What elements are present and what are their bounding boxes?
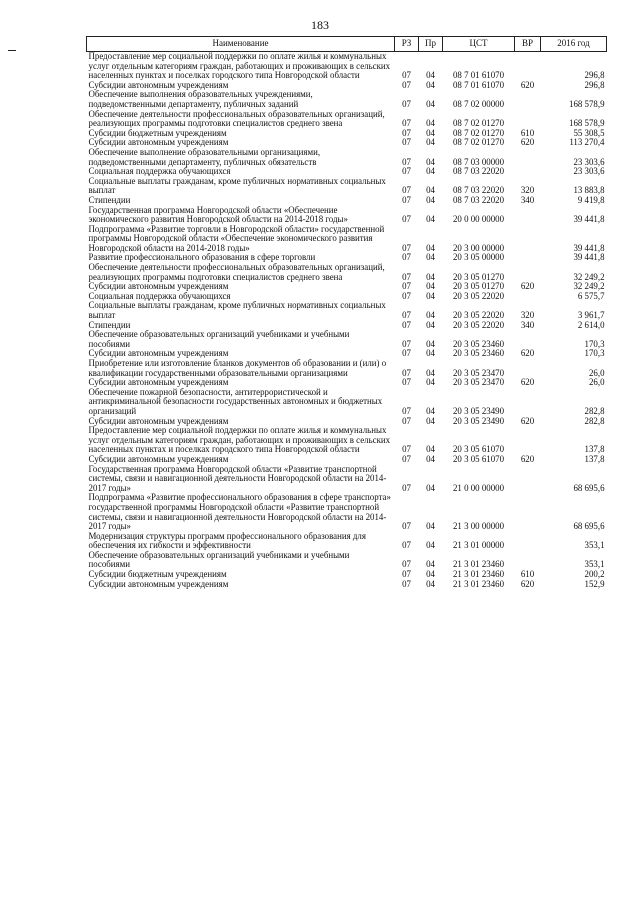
row-amount: 32 249,2 (573, 281, 605, 292)
row-cst: 20 3 05 22020 (452, 319, 505, 330)
row-vr: 620 (520, 348, 535, 359)
row-pr: 04 (426, 290, 435, 301)
row-amount: 168 578,9 (569, 118, 605, 129)
row-vr (515, 426, 541, 455)
row-rz: 07 (402, 453, 411, 464)
row-pr: 04 (426, 569, 435, 580)
table-row (87, 206, 607, 225)
row-name: Субсидии бюджетным учреждениям (88, 127, 227, 138)
row-amount: 26,0 (588, 367, 605, 378)
table-row (87, 330, 607, 349)
row-rz: 07 (402, 367, 411, 378)
row-pr: 04 (426, 127, 435, 138)
row-amount: 39 441,8 (573, 214, 605, 225)
row-vr (515, 148, 541, 167)
row-pr: 04 (426, 482, 435, 493)
row-cst: 08 7 03 00000 (452, 156, 505, 167)
header-year: 2016 год (541, 37, 607, 52)
row-rz: 07 (402, 156, 411, 167)
row-vr (515, 359, 541, 378)
row-amount: 296,8 (584, 79, 605, 90)
page-number: 183 (311, 18, 329, 32)
row-pr: 04 (426, 271, 435, 282)
header-name: Наименование (87, 37, 395, 52)
row-name: Субсидии автономным учреждениям (88, 79, 229, 90)
header-rz: РЗ (395, 37, 419, 52)
row-amount: 39 441,8 (573, 242, 605, 253)
row-name: Социальные выплаты гражданам, кроме публичных нормативных социальных выплат (88, 175, 386, 196)
row-name: Стипендии (88, 194, 131, 205)
row-rz: 07 (402, 242, 411, 253)
row-vr: 620 (520, 137, 535, 148)
row-name: Модернизация структуры программ профессионального образования для обеспечения их гибкости и эффективности (88, 530, 366, 551)
row-amount: 282,8 (584, 405, 605, 416)
row-vr (515, 330, 541, 349)
row-rz: 07 (402, 194, 411, 205)
row-vr (515, 388, 541, 417)
row-name: Социальная поддержка обучающихся (88, 290, 231, 301)
row-amount: 39 441,8 (573, 252, 605, 263)
row-pr: 04 (426, 252, 435, 263)
row-pr: 04 (426, 453, 435, 464)
row-rz: 07 (402, 166, 411, 177)
row-rz: 07 (402, 185, 411, 196)
row-amount: 170,3 (584, 338, 605, 349)
row-cst: 21 3 00 00000 (452, 521, 505, 532)
row-name: Субсидии автономным учреждениям (88, 377, 229, 388)
row-name: Подпрограмма «Развитие торговли в Новгородской области» государственной программы Новгородской области «Обеспечение экономического развития Новгородской области на 2014-2018 годы» (88, 223, 385, 253)
row-amount: 9 419,8 (577, 194, 605, 205)
row-vr: 340 (520, 319, 535, 330)
row-rz: 07 (402, 578, 411, 589)
row-vr (515, 52, 541, 81)
row-rz: 07 (402, 214, 411, 225)
row-amount: 168 578,9 (569, 98, 605, 109)
row-vr: 610 (520, 569, 535, 580)
row-cst: 20 0 00 00000 (452, 214, 505, 225)
row-rz: 07 (402, 559, 411, 570)
row-vr (515, 292, 541, 302)
row-cst: 20 3 05 22020 (452, 310, 505, 321)
row-name: Предоставление мер социальной поддержки по оплате жилья и коммунальных услуг отдельным категориям граждан, работающих и проживающих в сельских населенных пунктах и поселках городского типа Новгородской области (88, 51, 391, 81)
row-name: Обеспечение выполнение образовательными организациями, подведомственными департаменту, публичных обязательств (88, 146, 321, 167)
row-amount: 23 303,6 (573, 166, 605, 177)
row-amount: 23 303,6 (573, 156, 605, 167)
row-pr: 04 (426, 79, 435, 90)
row-amount: 6 575,7 (577, 290, 605, 301)
row-amount: 353,1 (584, 540, 605, 551)
row-name: Субсидии автономным учреждениям (88, 137, 229, 148)
row-rz: 07 (402, 137, 411, 148)
row-name: Обеспечение выполнения образовательных учреждениями, подведомственными департаменту, публичных заданий (88, 89, 313, 109)
row-vr (515, 110, 541, 129)
row-rz: 07 (402, 521, 411, 532)
row-name: Социальные выплаты гражданам, кроме публичных нормативных социальных выплат (88, 300, 386, 321)
row-name: Субсидии автономным учреждениям (88, 453, 229, 464)
row-vr: 320 (520, 185, 535, 196)
row-rz: 07 (402, 377, 411, 388)
row-vr (515, 167, 541, 177)
row-pr: 04 (426, 98, 435, 109)
row-cst: 20 3 00 00000 (452, 242, 505, 253)
row-pr: 04 (426, 338, 435, 349)
row-name: Субсидии бюджетным учреждениям (88, 569, 227, 580)
row-rz: 07 (402, 310, 411, 321)
row-name: Субсидии автономным учреждениям (88, 578, 229, 589)
row-cst: 08 7 01 61070 (452, 79, 505, 90)
row-vr (515, 225, 541, 254)
row-vr (515, 263, 541, 282)
row-pr: 04 (426, 70, 435, 81)
row-amount: 68 695,6 (573, 521, 605, 532)
row-pr: 04 (426, 310, 435, 321)
row-amount: 353,1 (584, 559, 605, 570)
row-amount: 32 249,2 (573, 271, 605, 282)
row-name: Обеспечение деятельности профессиональных образовательных организаций, реализующих программы подготовки специалистов среднего звена (88, 262, 385, 282)
row-amount: 26,0 (588, 377, 605, 388)
row-name: Государственная программа Новгородской области «Развитие транспортной системы, связи и навигационной деятельности Новгородской области на 2014-2017 годы» (88, 463, 387, 493)
row-name: Субсидии автономным учреждениям (88, 415, 229, 426)
row-pr: 04 (426, 194, 435, 205)
table-row (87, 225, 607, 254)
row-pr: 04 (426, 137, 435, 148)
row-name: Субсидии автономным учреждениям (88, 348, 229, 359)
table-row (87, 580, 607, 590)
row-rz: 07 (402, 482, 411, 493)
row-cst: 20 3 05 61070 (452, 453, 505, 464)
row-vr (515, 493, 541, 531)
row-amount: 152,9 (584, 578, 605, 589)
table-row (87, 148, 607, 167)
row-amount: 282,8 (584, 415, 605, 426)
row-rz: 07 (402, 348, 411, 359)
row-vr (515, 253, 541, 263)
row-vr (515, 551, 541, 570)
row-pr: 04 (426, 377, 435, 388)
budget-table (86, 36, 607, 589)
row-pr: 04 (426, 559, 435, 570)
row-rz: 07 (402, 79, 411, 90)
row-cst: 08 7 02 00000 (452, 98, 505, 109)
row-pr: 04 (426, 214, 435, 225)
row-pr: 04 (426, 405, 435, 416)
row-amount: 55 308,5 (573, 127, 605, 138)
row-pr: 04 (426, 242, 435, 253)
table-row (87, 52, 607, 81)
row-vr: 320 (520, 310, 535, 321)
row-name: Предоставление мер социальной поддержки по оплате жилья и коммунальных услуг отдельным категориям граждан, работающих и проживающих в сельских населенных пунктах и поселках городского типа Новгородской области (88, 425, 391, 455)
row-name: Обеспечение образовательных организаций учебниками и учебными пособиями (88, 329, 350, 349)
row-rz: 07 (402, 540, 411, 551)
row-amount: 170,3 (584, 348, 605, 359)
row-pr: 04 (426, 521, 435, 532)
row-vr: 610 (520, 127, 535, 138)
header-vr: ВР (515, 37, 541, 52)
header-cst: ЦСТ (443, 37, 515, 52)
row-rz: 07 (402, 290, 411, 301)
row-cst: 21 3 01 23460 (452, 578, 505, 589)
row-pr: 04 (426, 185, 435, 196)
row-vr: 620 (520, 453, 535, 464)
row-rz: 07 (402, 281, 411, 292)
row-pr: 04 (426, 348, 435, 359)
row-rz: 07 (402, 98, 411, 109)
row-cst: 08 7 03 22020 (452, 166, 505, 177)
row-name: Обеспечение деятельности профессиональных образовательных организаций, реализующих программы подготовки специалистов среднего звена (88, 108, 385, 129)
row-name: Государственная программа Новгородской области «Обеспечение экономического развития Новгородской области на 2014-2018 годы» (88, 204, 348, 225)
row-amount: 2 614,0 (577, 319, 605, 330)
row-amount: 137,8 (584, 453, 605, 464)
row-vr: 340 (520, 194, 535, 205)
table-row (87, 177, 607, 196)
row-rz: 07 (402, 319, 411, 330)
row-cst: 21 3 01 23460 (452, 559, 505, 570)
row-rz: 07 (402, 252, 411, 263)
row-rz: 07 (402, 405, 411, 416)
row-pr: 04 (426, 444, 435, 455)
row-amount: 68 695,6 (573, 482, 605, 493)
row-amount: 137,8 (584, 444, 605, 455)
row-vr (515, 532, 541, 551)
row-rz: 07 (402, 271, 411, 282)
row-amount: 200,2 (584, 569, 605, 580)
row-rz: 07 (402, 415, 411, 426)
table-row (87, 551, 607, 570)
row-cst: 20 3 05 23470 (452, 367, 505, 378)
table-row (87, 263, 607, 282)
row-pr: 04 (426, 166, 435, 177)
row-cst: 21 0 00 00000 (452, 482, 505, 493)
row-amount: 113 270,4 (569, 137, 605, 148)
row-name: Социальная поддержка обучающихся (88, 166, 231, 177)
row-name: Обеспечение образовательных организаций учебниками и учебными пособиями (88, 549, 350, 570)
row-cst: 20 3 05 00000 (452, 252, 505, 263)
row-rz: 07 (402, 444, 411, 455)
row-amount: 3 961,7 (577, 310, 605, 321)
table-row (87, 388, 607, 417)
row-pr: 04 (426, 415, 435, 426)
row-cst: 20 3 05 01270 (452, 271, 505, 282)
table-row (87, 493, 607, 531)
row-cst: 20 3 05 22020 (452, 290, 505, 301)
row-cst: 08 7 01 61070 (452, 70, 505, 81)
row-pr: 04 (426, 540, 435, 551)
row-rz: 07 (402, 127, 411, 138)
row-rz: 07 (402, 70, 411, 81)
row-vr (515, 465, 541, 494)
row-name: Стипендии (88, 319, 131, 330)
row-pr: 04 (426, 281, 435, 292)
row-cst: 20 3 05 23490 (452, 415, 505, 426)
row-name: Обеспечение пожарной безопасности, антитеррористической и антикриминальной безопасности государственных автономных и бюджетных организаций (88, 386, 383, 416)
row-cst: 20 3 05 23470 (452, 377, 505, 388)
table-row (87, 110, 607, 129)
row-vr: 620 (520, 578, 535, 589)
table-row (87, 90, 607, 109)
row-amount: 13 883,8 (573, 185, 605, 196)
margin-mark (8, 50, 16, 51)
row-name: Подпрограмма «Развитие профессионального образования в сфере транспорта» государственной программы Новгородской области «Развитие транспортной системы, связи и навигационной деятельности Новгородской области на 2014-2017 годы» (88, 492, 391, 532)
table-row (87, 426, 607, 455)
row-cst: 08 7 02 01270 (452, 137, 505, 148)
row-cst: 08 7 02 01270 (452, 127, 505, 138)
table-row (87, 359, 607, 378)
row-vr (515, 90, 541, 109)
table-row (87, 465, 607, 494)
row-rz: 07 (402, 569, 411, 580)
row-name: Субсидии автономным учреждениям (88, 281, 229, 292)
row-vr: 620 (520, 377, 535, 388)
table-row (87, 532, 607, 551)
row-pr: 04 (426, 319, 435, 330)
row-cst: 20 3 05 61070 (452, 444, 505, 455)
row-name: Развитие профессионального образования в сфере торговли (88, 252, 316, 263)
row-vr: 620 (520, 415, 535, 426)
row-vr: 620 (520, 281, 535, 292)
row-cst: 08 7 02 01270 (452, 118, 505, 129)
row-cst: 20 3 05 23490 (452, 405, 505, 416)
row-rz: 07 (402, 338, 411, 349)
table-row (87, 301, 607, 320)
row-cst: 20 3 05 23460 (452, 348, 505, 359)
row-vr: 620 (520, 79, 535, 90)
row-cst: 08 7 03 22020 (452, 194, 505, 205)
row-pr: 04 (426, 578, 435, 589)
header-pr: Пр (419, 37, 443, 52)
row-cst: 21 3 01 00000 (452, 540, 505, 551)
row-amount: 296,8 (584, 70, 605, 81)
row-cst: 20 3 05 23460 (452, 338, 505, 349)
row-cst: 20 3 05 01270 (452, 281, 505, 292)
table-body (87, 52, 607, 590)
row-pr: 04 (426, 367, 435, 378)
row-pr: 04 (426, 118, 435, 129)
row-cst: 21 3 01 23460 (452, 569, 505, 580)
row-vr (515, 206, 541, 225)
row-pr: 04 (426, 156, 435, 167)
row-rz: 07 (402, 118, 411, 129)
table-header (87, 37, 607, 52)
row-cst: 08 7 03 22020 (452, 185, 505, 196)
row-name: Приобретение или изготовление бланков документов об образовании и (или) о квалификации государственными образовательными организациями (88, 358, 387, 378)
